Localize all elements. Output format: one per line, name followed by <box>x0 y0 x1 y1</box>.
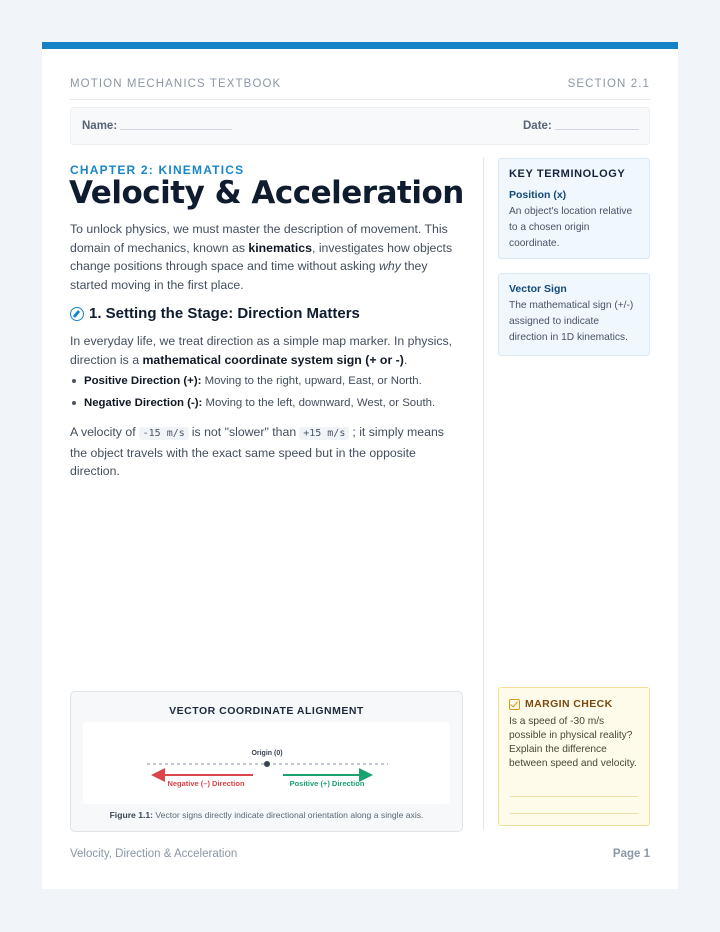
textbook-page <box>42 42 678 889</box>
section-heading-text: 1. Setting the Stage: Direction Matters <box>89 305 360 322</box>
intro-paragraph <box>70 220 462 294</box>
origin-point <box>264 761 270 767</box>
term-label: Vector Sign <box>509 283 567 295</box>
list-term: Positive Direction (+): <box>84 375 202 387</box>
negative-label: Negative (–) Direction <box>167 779 245 788</box>
answer-line[interactable] <box>510 796 638 797</box>
list-term: Negative Direction (-): <box>84 397 203 409</box>
section-heading <box>70 305 360 322</box>
paragraph-text: . <box>403 352 408 367</box>
margin-check-heading <box>509 698 639 710</box>
list-item <box>70 396 470 410</box>
vector-sign-card <box>498 273 650 356</box>
list-item <box>70 374 470 388</box>
term-definition: The mathematical sign (+/-) assigned to indicate direction in 1D kinematics. <box>509 300 634 343</box>
book-title: MOTION MECHANICS TEXTBOOK <box>70 78 282 90</box>
direction-paragraph <box>70 332 462 369</box>
margin-check-title: MARGIN CHECK <box>525 698 613 710</box>
term-definition: An object's location relative to a chosen origin coordinate. <box>509 206 633 249</box>
answer-line[interactable] <box>510 813 638 814</box>
header-divider <box>70 99 650 100</box>
margin-check-card <box>498 687 650 826</box>
direction-list <box>70 374 470 418</box>
footer-title: Velocity, Direction & Acceleration <box>70 848 238 860</box>
positive-label: Positive (+) Direction <box>289 779 365 788</box>
section-number: SECTION 2.1 <box>567 78 650 90</box>
date-field[interactable] <box>555 129 639 130</box>
bold-phrase: mathematical coordinate system sign (+ or -) <box>142 352 404 367</box>
intro-text: they started moving in the first place. <box>70 259 428 292</box>
checkbox-icon <box>509 699 520 710</box>
paragraph-text: In everyday life, we treat direction as a simple map marker. In physics, direction is a <box>70 334 453 367</box>
chapter-kicker: CHAPTER 2: KINEMATICS <box>70 163 245 177</box>
paragraph-text: A velocity of <box>70 425 136 439</box>
page-title: Velocity & Acceleration <box>69 175 464 211</box>
paragraph-text: ; it simply means the object travels with the exact same speed but in the opposite direction. <box>70 425 444 478</box>
origin-label: Origin (0) <box>251 750 283 757</box>
figure-canvas <box>83 722 450 804</box>
page-number: Page 1 <box>612 848 650 860</box>
accent-bar <box>42 42 678 49</box>
caption-label: Figure 1.1: <box>109 810 154 820</box>
why-emphasis: why <box>378 259 401 273</box>
sidebar-heading: KEY TERMINOLOGY <box>509 168 626 180</box>
inline-code: -15 m/s <box>139 427 189 440</box>
paragraph-text: is not "slower" than <box>191 425 297 439</box>
inline-code: +15 m/s <box>299 427 349 440</box>
velocity-paragraph <box>70 423 462 481</box>
name-label: Name: <box>82 120 118 132</box>
list-text: Moving to the left, downward, West, or South. <box>202 397 436 409</box>
caption-text: Vector signs directly indicate directional orientation along a single axis. <box>153 810 424 820</box>
student-info-bar <box>70 107 650 145</box>
compass-icon <box>70 307 84 321</box>
margin-check-question: Is a speed of -30 m/s possible in physical reality? Explain the difference between speed and velocity. <box>509 716 637 769</box>
intro-text: To unlock physics, we must master the description of movement. This domain of mechanics, known as <box>70 222 448 255</box>
figure-heading: VECTOR COORDINATE ALIGNMENT <box>169 705 364 717</box>
list-text: Moving to the right, upward, East, or North. <box>201 375 422 387</box>
kinematics-term: kinematics <box>248 240 312 255</box>
date-label: Date: <box>523 120 552 132</box>
figure-box <box>70 691 463 832</box>
term-label: Position (x) <box>509 189 567 201</box>
key-terminology-card <box>498 158 650 259</box>
name-field[interactable] <box>120 129 232 130</box>
column-divider <box>483 158 484 830</box>
vector-diagram <box>83 722 450 804</box>
figure-caption <box>71 810 462 820</box>
intro-text: , investigates how objects change positions through space and time without asking <box>70 240 453 273</box>
